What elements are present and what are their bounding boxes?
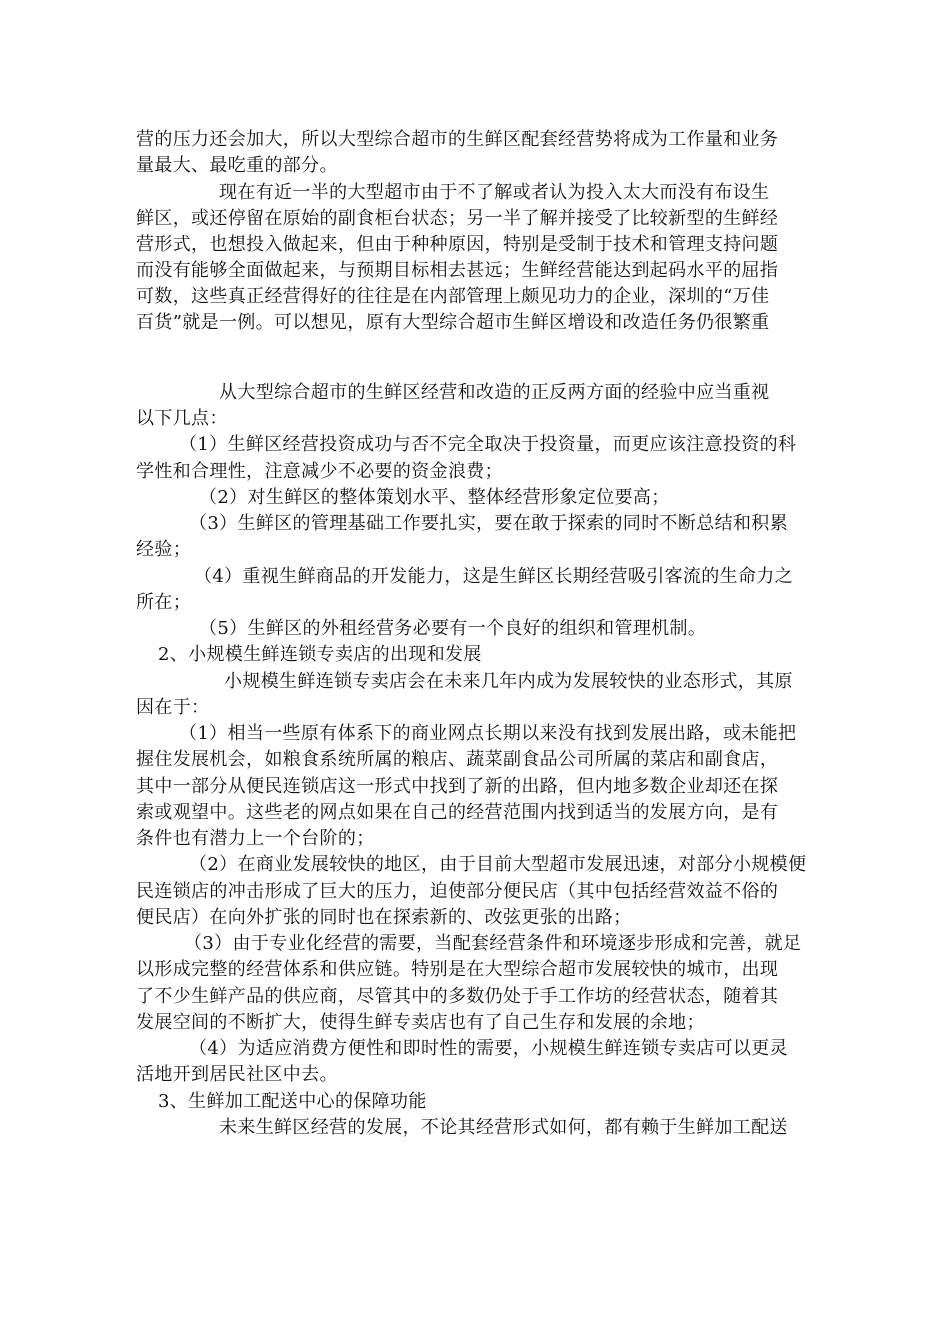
text-line: 所在； [136, 592, 192, 613]
text-line: 百货”就是一例。可以想见，原有大型综合超市生鲜区增设和改造任务仍很繁重 [136, 312, 770, 333]
text-line: 可数，这些真正经营得好的往往是在内部管理上颇见功力的企业，深圳的“万佳 [136, 286, 770, 307]
text-line: 量最大、最吃重的部分。 [136, 155, 338, 176]
text-line: 营形式，也想投入做起来，但由于种种原因，特别是受制于技术和管理支持问题 [136, 234, 779, 255]
section-heading: 3、生鲜加工配送中心的保障功能 [158, 1091, 427, 1112]
list-item: （4）重视生鲜商品的开发能力，这是生鲜区长期经营吸引客流的生命力之 [194, 566, 793, 587]
text-line: 发展空间的不断扩大，使得生鲜专卖店也有了自己生存和发展的余地； [136, 1012, 705, 1033]
text-line: 而没有能够全面做起来，与预期目标相去甚远；生鲜经营能达到起码水平的屈指 [136, 260, 779, 281]
text-line: 现在有近一半的大型超市由于不了解或者认为投入太大而没有布设生 [219, 182, 770, 203]
text-line: 因在于： [136, 697, 210, 718]
list-item: （2）在商业发展较快的地区，由于目前大型超市发展迅速，对部分小规模便 [189, 854, 807, 875]
text-line: 未来生鲜区经营的发展，不论其经营形式如何，都有赖于生鲜加工配送 [219, 1117, 788, 1138]
list-item: （1）生鲜区经营投资成功与否不完全取决于投资量，而更应该注意投资的科 [179, 434, 797, 455]
text-line: 学性和合理性，注意减少不必要的资金浪费； [136, 461, 503, 482]
text-line: 以下几点： [136, 408, 228, 429]
list-item: （1）相当一些原有体系下的商业网点长期以来没有找到发展出路，或未能把 [179, 723, 797, 744]
text-line: 活地开到居民社区中去。 [136, 1064, 338, 1085]
text-line: 从大型综合超市的生鲜区经营和改造的正反两方面的经验中应当重视 [219, 382, 770, 403]
text-line: 其中一部分从便民连锁店这一形式中找到了新的出路，但内地多数企业却还在探 [136, 776, 779, 797]
text-line: 了不少生鲜产品的供应商，尽管其中的多数仍处于手工作坊的经营状态，随着其 [136, 986, 779, 1007]
text-line: 便民店）在向外扩张的同时也在探索新的、改弦更张的出路； [136, 907, 632, 928]
text-line: 民连锁店的冲击形成了巨大的压力，迫使部分便民店（其中包括经营效益不俗的 [136, 881, 779, 902]
list-item: （3）由于专业化经营的需要，当配套经营条件和环境逐步形成和完善，就足 [184, 933, 802, 954]
text-line: 条件也有潜力上一个台阶的； [136, 828, 375, 849]
list-item: （4）为适应消费方便性和即时性的需要，小规模生鲜连锁专卖店可以更灵 [189, 1038, 788, 1059]
list-item: （2）对生鲜区的整体策划水平、整体经营形象定位要高； [199, 487, 670, 508]
list-item: （3）生鲜区的管理基础工作要扎实，要在敢于探索的同时不断总结和积累 [189, 513, 788, 534]
text-line: 经验； [136, 539, 192, 560]
section-heading: 2、小规模生鲜连锁专卖店的出现和发展 [158, 644, 482, 665]
text-line: 营的压力还会加大，所以大型综合超市的生鲜区配套经营势将成为工作量和业务 [136, 129, 779, 150]
text-line: 索或观望中。这些老的网点如果在自己的经营范围内找到适当的发展方向，是有 [136, 802, 779, 823]
text-line: 以形成完整的经营体系和供应链。特别是在大型综合超市发展较快的城市，出现 [136, 959, 779, 980]
text-line: 小规模生鲜连锁专卖店会在未来几年内成为发展较快的业态形式，其原 [224, 671, 793, 692]
text-line: 握住发展机会，如粮食系统所属的粮店、蔬菜副食品公司所属的菜店和副食店， [136, 749, 779, 770]
text-line: 鲜区，或还停留在原始的副食柜台状态；另一半了解并接受了比较新型的生鲜经 [136, 208, 779, 229]
list-item: （5）生鲜区的外租经营务必要有一个良好的组织和管理机制。 [199, 618, 707, 639]
